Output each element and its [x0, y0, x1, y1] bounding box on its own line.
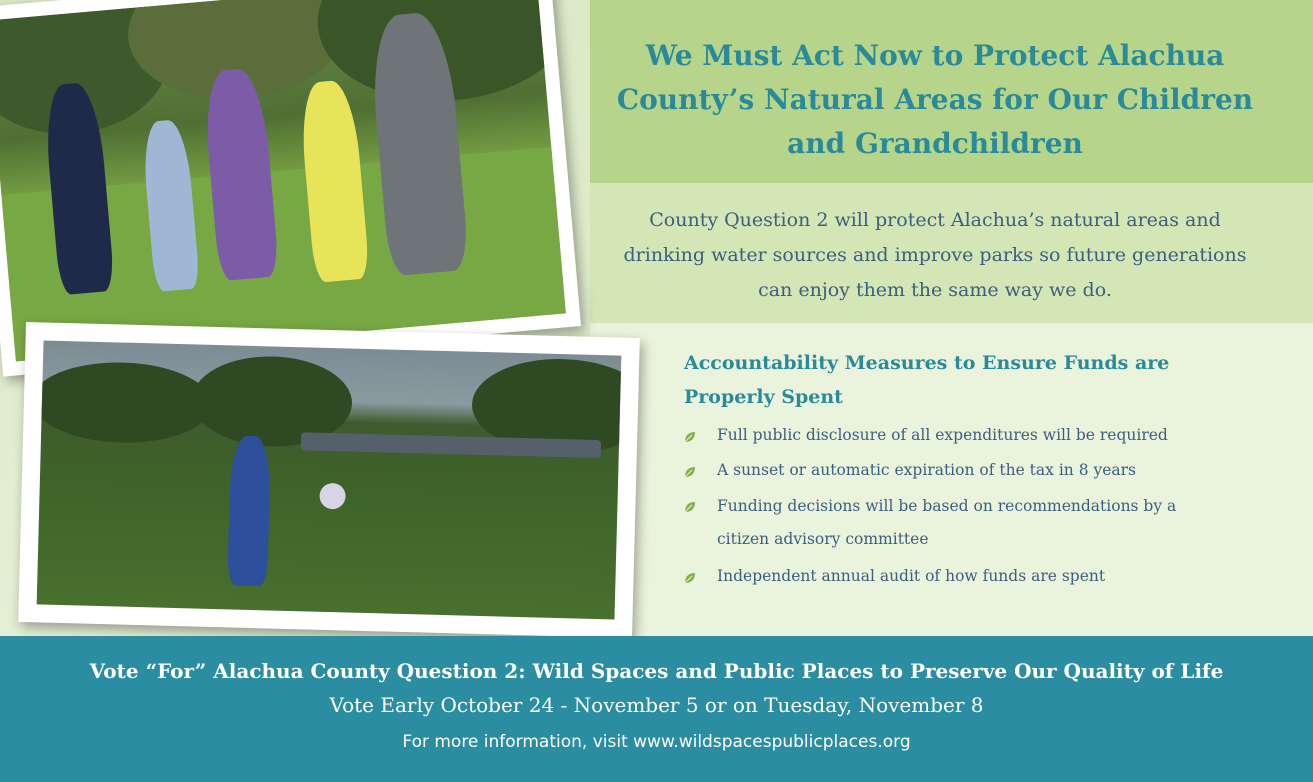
list-item-text: A sunset or automatic expiration of the tax in 8 years — [717, 461, 1137, 479]
list-item — [684, 420, 1244, 450]
list-item-text: Funding decisions will be based on recommendations by a citizen advisory committee — [717, 497, 1177, 548]
footer-vote-line: Vote “For” Alachua County Question 2: Wild Spaces and Public Places to Preserve Our Quality of Life — [89, 659, 1224, 683]
list-item — [684, 561, 1244, 591]
list-item-text: Independent annual audit of how funds are spent — [717, 567, 1106, 585]
footer-dates-line: Vote Early October 24 - November 5 or on Tuesday, November 8 — [329, 693, 984, 717]
list-item — [684, 490, 1217, 556]
photo-girl-soccer — [18, 322, 640, 638]
intro-text: County Question 2 will protect Alachua’s natural areas and drinking water sources and improve parks so future generations can enjoy them the same way we do. — [623, 209, 1247, 301]
accountability-list — [684, 420, 1244, 596]
photo-girl-soccer-scene — [37, 340, 622, 619]
photo-children-running — [0, 0, 581, 377]
list-item — [684, 455, 1244, 485]
leaf-bullet-icon — [684, 466, 696, 478]
accountability-title: Accountability Measures to Ensure Funds are Properly Spent — [684, 352, 1170, 408]
photo-children-running-scene — [0, 0, 566, 361]
leaf-bullet-icon — [684, 572, 696, 584]
footer-website-line: For more information, visit www.wildspacespublicplaces.org — [402, 732, 911, 752]
list-item-text: Full public disclosure of all expenditures will be required — [717, 426, 1168, 444]
headline: We Must Act Now to Protect Alachua County’s Natural Areas for Our Children and Grandchildren — [616, 39, 1254, 160]
leaf-bullet-icon — [684, 501, 696, 513]
leaf-bullet-icon — [684, 431, 696, 443]
